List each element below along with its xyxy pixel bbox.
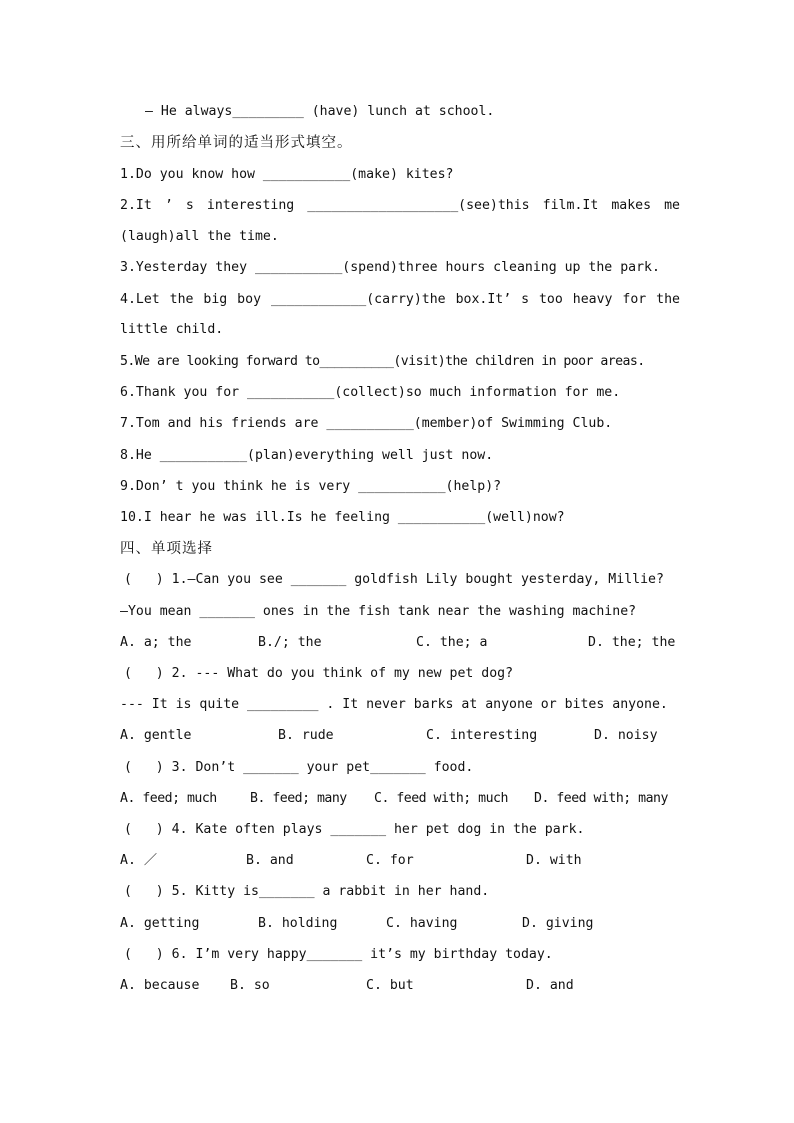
option-d: D. giving <box>522 916 594 931</box>
option-a: A. because <box>120 978 200 993</box>
option-d: D. and <box>526 978 574 993</box>
fill-question-1: 1.Do you know how ___________(make) kites? <box>120 167 454 182</box>
option-a: A. ／ <box>120 853 158 868</box>
choice-question-4-line-1: ( ) 4. Kate often plays _______ her pet dog in the park. <box>124 822 585 837</box>
fill-question-8: 8.He ___________(plan)everything well just now. <box>120 448 494 463</box>
choice-question-4-options <box>120 851 680 871</box>
fill-question-4-line-1: 4.Let the big boy ____________(carry)the box.It’ s too heavy for the <box>120 292 680 307</box>
option-c: C. for <box>366 853 414 868</box>
option-d: D. the; the <box>588 635 676 650</box>
fill-question-7: 7.Tom and his friends are ___________(member)of Swimming Club. <box>120 416 613 431</box>
option-b: B./; the <box>258 635 322 650</box>
choice-question-6-line-1: ( ) 6. I’m very happy_______ it’s my birthday today. <box>124 947 553 962</box>
option-c: C. having <box>386 916 458 931</box>
option-c: C. feed with; much <box>374 791 508 806</box>
choice-question-2-line-1: ( ) 2. --- What do you think of my new pet dog? <box>124 666 514 681</box>
option-b: B. holding <box>258 916 338 931</box>
choice-question-5-line-1: ( ) 5. Kitty is_______ a rabbit in her hand. <box>124 884 490 899</box>
option-b: B. feed; many <box>250 791 347 806</box>
option-d: D. feed with; many <box>534 791 668 806</box>
choice-question-1-line-1: ( ) 1.—Can you see _______ goldfish Lily bought yesterday, Millie? <box>124 572 664 587</box>
option-c: C. the; a <box>416 635 488 650</box>
fill-question-4-line-2: little child. <box>120 322 224 337</box>
choice-question-1-options <box>120 633 680 653</box>
option-b: B. rude <box>278 728 334 743</box>
choice-question-5-options <box>120 914 680 934</box>
option-b: B. so <box>230 978 270 993</box>
choice-question-6-options <box>120 976 680 996</box>
option-a: A. feed; much <box>120 791 217 806</box>
fill-question-3: 3.Yesterday they ___________(spend)three hours cleaning up the park. <box>120 260 660 275</box>
option-a: A. getting <box>120 916 200 931</box>
option-b: B. and <box>246 853 294 868</box>
option-c: C. interesting <box>426 728 538 743</box>
option-c: C. but <box>366 978 414 993</box>
section-3-title: 三、用所给单词的适当形式填空。 <box>120 135 353 151</box>
fill-question-2-line-2: (laugh)all the time. <box>120 229 279 244</box>
fill-question-6: 6.Thank you for ___________(collect)so much information for me. <box>120 385 621 400</box>
fill-question-5: 5.We are looking forward to__________(visit)the children in poor areas. <box>120 354 645 369</box>
fill-question-2-line-1: 2.It ’ s interesting ___________________(see)this film.It makes me <box>120 198 680 213</box>
fill-question-9: 9.Don’ t you think he is very ___________(help)? <box>120 479 502 494</box>
option-a: A. a; the <box>120 635 192 650</box>
choice-question-1-line-2: —You mean _______ ones in the fish tank near the washing machine? <box>120 604 637 619</box>
option-a: A. gentle <box>120 728 192 743</box>
option-d: D. noisy <box>594 728 658 743</box>
dialog-line: — He always_________ (have) lunch at school. <box>145 104 495 119</box>
choice-question-3-options <box>120 789 680 809</box>
choice-question-2-line-2: --- It is quite _________ . It never barks at anyone or bites anyone. <box>120 697 668 712</box>
section-4-title: 四、单项选择 <box>120 541 213 557</box>
choice-question-3-line-1: ( ) 3. Don’t _______ your pet_______ food. <box>124 760 474 775</box>
choice-question-2-options <box>120 726 680 746</box>
fill-question-10: 10.I hear he was ill.Is he feeling ___________(well)now? <box>120 510 565 525</box>
option-d: D. with <box>526 853 582 868</box>
